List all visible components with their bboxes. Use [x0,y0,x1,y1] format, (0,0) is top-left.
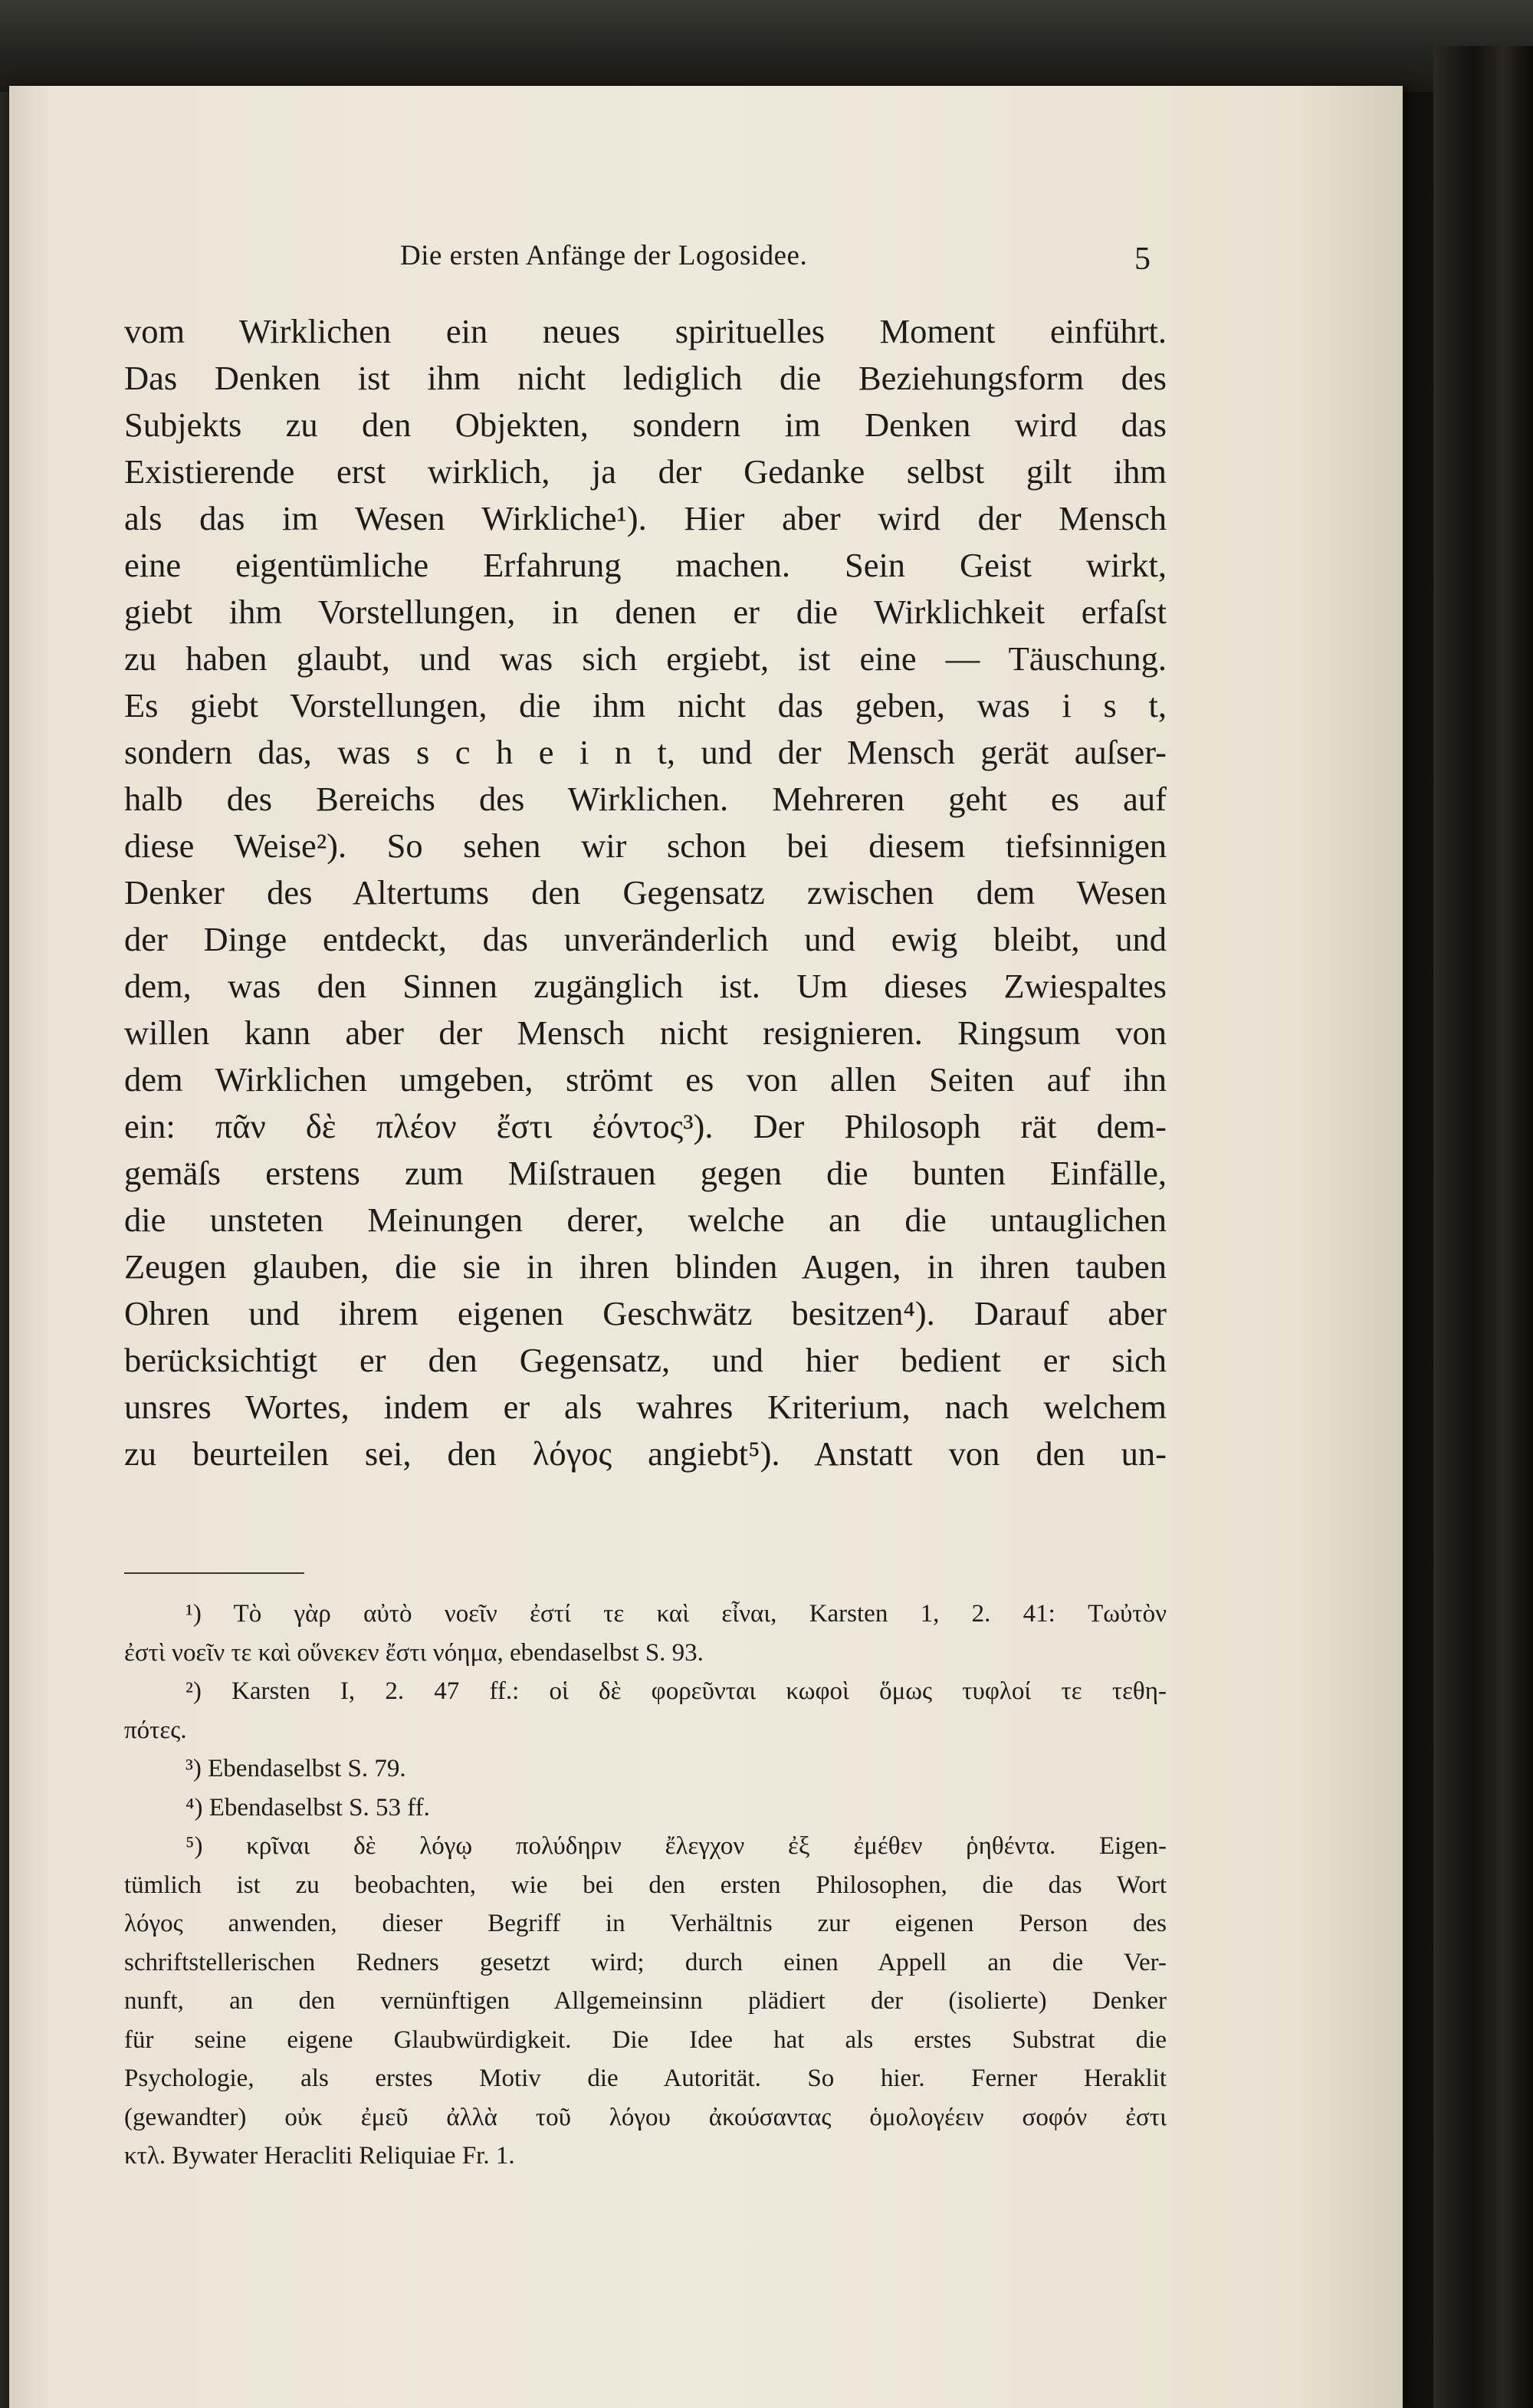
text-line: dem Wirklichen umgeben, strömt es von allen Seiten auf ihn [124,1060,1167,1099]
main-text-block [124,308,1167,1477]
binding-top-edge [0,0,1533,92]
binding-right-edge [1433,46,1533,2408]
footnote-line: schriftstellerischen Redners gesetzt wird; durch einen Appell an die Ver- [124,1948,1167,1976]
footnote-line: nunft, an den vernünftigen Allgemeinsinn plädiert der (isolierte) Denker [124,1987,1167,2015]
text-line: Zeugen glauben, die sie in ihren blinden Augen, in ihren tauben [124,1247,1167,1286]
text-line: Das Denken ist ihm nicht lediglich die Beziehungsform des [124,359,1167,397]
text-line: diese Weise²). So sehen wir schon bei diesem tiefsinnigen [124,826,1167,865]
text-line: Denker des Altertums den Gegensatz zwischen dem Wesen [124,873,1167,912]
footnote-line: ἐστὶ νοεῖν τε καὶ οὕνεκεν ἔστι νόημα, ebendaselbst S. 93. [124,1638,704,1667]
running-head [9,239,1403,285]
page-number: 5 [1134,241,1151,277]
footnote-line: (gewandter) οὐκ ἐμεῦ ἀλλὰ τοῦ λόγου ἀκούσαντας ὁμολογέειν σοφόν ἐστι [124,2103,1167,2131]
text-line: giebt ihm Vorstellungen, in denen er die Wirklichkeit erfaſst [124,593,1167,631]
text-line: zu haben glaubt, und was sich ergiebt, ist eine — Täuschung. [124,639,1167,678]
footnote-line: κτλ. Bywater Heracliti Reliquiae Fr. 1. [124,2142,515,2170]
text-line: dem, was den Sinnen zugänglich ist. Um dieses Zwiespaltes [124,967,1167,1005]
footnote-line: Psychologie, als erstes Motiv die Autorität. So hier. Ferner Heraklit [124,2065,1167,2092]
text-line: willen kann aber der Mensch nicht resignieren. Ringsum von [124,1013,1167,1052]
text-line: ein: πᾶν δὲ πλέον ἔστι ἐόντος³). Der Philosoph rät dem- [124,1107,1167,1145]
text-line: vom Wirklichen ein neues spirituelles Moment einführt. [124,312,1167,350]
footnote-line: πότες. [124,1716,187,1744]
footnote-line: ⁴) Ebendaselbst S. 53 ff. [185,1793,430,1822]
text-line: Es giebt Vorstellungen, die ihm nicht das geben, was i s t, [124,686,1167,724]
running-head-title: Die ersten Anfänge der Logosidee. [400,240,808,271]
text-line: zu beurteilen sei, den λόγος angiebt⁵). Anstatt von den un- [124,1434,1167,1473]
text-line: berücksichtigt er den Gegensatz, und hier bedient er sich [124,1341,1167,1379]
footnote-line: tümlich ist zu beobachten, wie bei den ersten Philosophen, die das Wort [124,1871,1167,1899]
footnote-separator-rule [124,1572,304,1574]
text-line: Existierende erst wirklich, ja der Gedanke selbst gilt ihm [124,452,1167,491]
footnote-line: λόγος anwenden, dieser Begriff in Verhältnis zur eigenen Person des [124,1910,1167,1937]
text-line: sondern das, was s c h e i n t, und der Mensch gerät auſser- [124,733,1167,771]
text-line: halb des Bereichs des Wirklichen. Mehreren geht es auf [124,780,1167,818]
text-line: unsres Wortes, indem er als wahres Kriterium, nach welchem [124,1388,1167,1426]
footnote-line: ³) Ebendaselbst S. 79. [185,1755,406,1782]
footnote-line: ⁵) κρῖναι δὲ λόγῳ πολύδηριν ἔλεγχον ἐξ ἐμέθεν ῥηθέντα. Eigen- [185,1832,1167,1860]
footnote-line: für seine eigene Glaubwürdigkeit. Die Idee hat als erstes Substrat die [124,2025,1167,2054]
book-page [9,86,1403,2408]
text-line: die unsteten Meinungen derer, welche an die untauglichen [124,1201,1167,1239]
footnote-line: ¹) Τὸ γὰρ αὐτὸ νοεῖν ἐστί τε καὶ εἶναι, Karsten 1, 2. 41: Τωὐτὸν [185,1600,1167,1628]
text-line: der Dinge entdeckt, das unveränderlich und ewig bleibt, und [124,920,1167,958]
text-line: Subjekts zu den Objekten, sondern im Denken wird das [124,406,1167,444]
footnote-line: ²) Karsten I, 2. 47 ff.: οἱ δὲ φορεῦνται κωφοὶ ὅμως τυφλοί τε τεθη- [185,1677,1167,1705]
text-line: eine eigentümliche Erfahrung machen. Sein Geist wirkt, [124,546,1167,584]
footnotes-block [124,1595,1167,2176]
text-line: gemäſs erstens zum Miſstrauen gegen die bunten Einfälle, [124,1154,1167,1192]
text-line: als das im Wesen Wirkliche¹). Hier aber wird der Mensch [124,499,1167,537]
text-line: Ohren und ihrem eigenen Geschwätz besitzen⁴). Darauf aber [124,1294,1167,1332]
